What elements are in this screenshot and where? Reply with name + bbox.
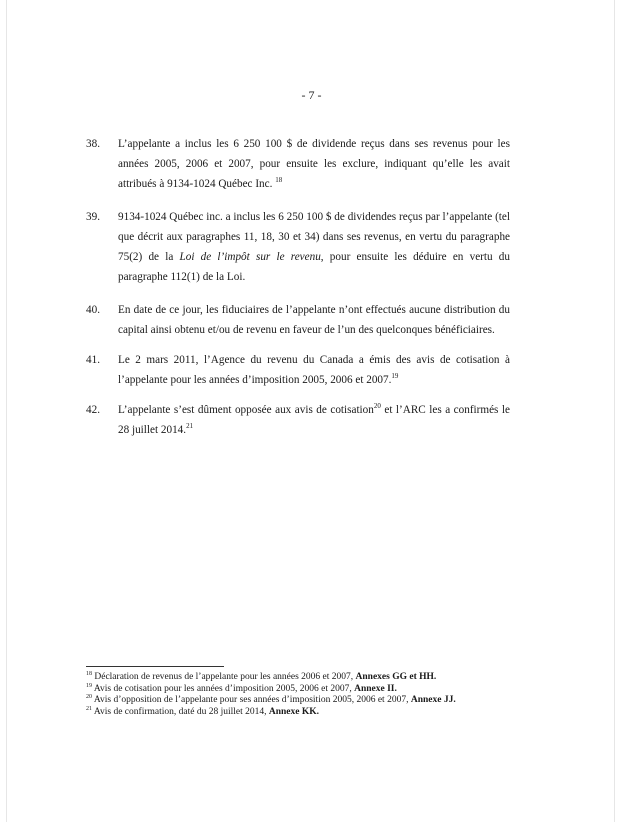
scan-edge-left (6, 0, 7, 822)
paragraph-text-run: et l’ARC les a confirmés le 28 juillet 2014. (118, 404, 510, 436)
paragraph-41 (86, 350, 510, 390)
paragraph-number: 42. (86, 404, 100, 416)
paragraph-text: En date de ce jour, les fiduciaires de l’appelante n’ont effectués aucune distribution du capital ainsi obtenu et/ou de revenu en faveur de l’un des quelconques bénéficiaires. (118, 304, 510, 336)
paragraph-text-run: Le 2 mars 2011, l’Agence du revenu du Canada a émis des avis de cotisation à l’appelante pour les années d’imposition 2005, 2006 et 2007. (118, 354, 510, 386)
paragraph-text (118, 134, 510, 194)
footnote-exhibit: Annexes GG et HH. (355, 672, 437, 682)
paragraph-text (118, 207, 510, 287)
footnote-number: 21 (86, 705, 92, 712)
footnote-18 (86, 672, 526, 684)
footnote-20 (86, 695, 526, 707)
footnote-number: 20 (86, 694, 92, 700)
paragraph-38 (86, 134, 510, 194)
footnote-text: Avis de confirmation, daté du 28 juillet 2014, (92, 706, 269, 717)
paragraph-text-run: L’appelante s’est dûment opposée aux avis de cotisation (118, 404, 374, 416)
paragraph-40 (86, 300, 510, 340)
paragraph-number: 38. (86, 138, 100, 150)
footnote-exhibit: Annexe II. (354, 683, 397, 694)
footnote-text: Déclaration de revenus de l’appelante pour les années 2006 et 2007, (92, 672, 356, 682)
footnote-19 (86, 684, 526, 696)
paragraph-text-run: , pour ensuite les déduire en vertu du paragraphe 112(1) de la Loi. (118, 251, 510, 283)
footnote-ref: 19 (391, 372, 399, 380)
footnote-ref: 20 (373, 402, 381, 410)
footnote-exhibit: Annexe KK. (268, 706, 320, 717)
paragraph-text (118, 350, 510, 390)
footnote-number: 19 (86, 682, 92, 689)
footnote-number: 18 (86, 671, 92, 677)
paragraph-39 (86, 207, 510, 287)
paragraph-text (118, 400, 510, 440)
footnote-text: Avis d’opposition de l’appelante pour ses années d’imposition 2005, 2006 et 2007, (92, 695, 411, 705)
footnote-exhibit: Annexe JJ. (410, 695, 456, 705)
footnotes (86, 672, 526, 718)
paragraph-number: 39. (86, 211, 100, 223)
footnote-ref: 21 (186, 422, 194, 430)
paragraph-number: 41. (86, 354, 100, 366)
footnote-separator (86, 666, 224, 667)
paragraph-42 (86, 400, 510, 440)
statute-title: Loi de l’impôt sur le revenu (179, 251, 321, 263)
paragraph-text-run: L’appelante a inclus les 6 250 100 $ de dividende reçus dans ses revenus pour les années 2005, 2006 et 2007, pour ensuite les exclure, indiquant qu’elle les avait attribués à 9134-1024 Québec Inc. (118, 138, 510, 190)
footnote-21 (86, 707, 526, 719)
page-number: - 7 - (301, 88, 322, 102)
paragraph-text-run: 9134-1024 Québec inc. a inclus les 6 250 100 $ de dividendes reçus par l’appelante (tel que décrit aux paragraphes 11, 18, 30 et 34) dans ses revenus, en vertu du paragraphe 75(2) de la (118, 211, 510, 263)
footnote-text: Avis de cotisation pour les années d’imposition 2005, 2006 et 2007, (92, 683, 355, 694)
footnote-ref: 18 (275, 176, 283, 184)
paragraph-number: 40. (86, 304, 100, 316)
scan-edge-right (614, 0, 615, 822)
